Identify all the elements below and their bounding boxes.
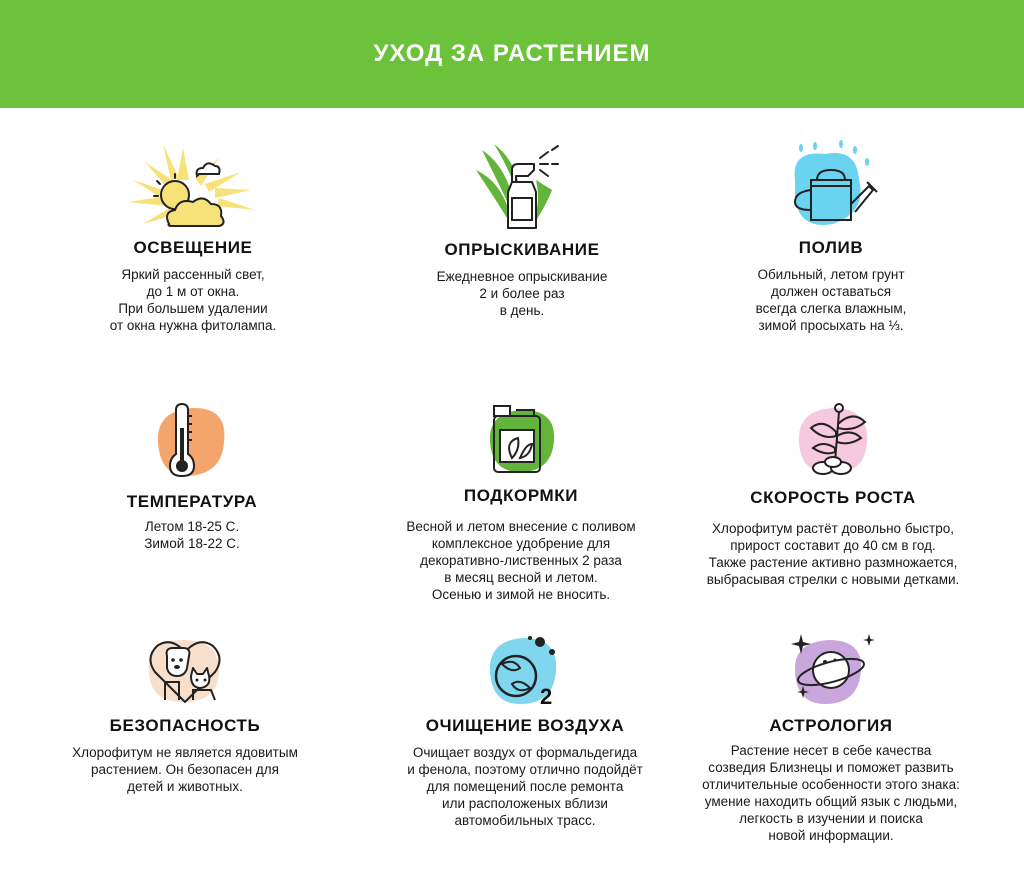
card-title: АСТРОЛОГИЯ [769, 716, 893, 735]
card-title: ТЕМПЕРАТУРА [126, 492, 258, 511]
care-card-lighting [33, 140, 353, 334]
fertilizer-canister-icon [476, 402, 566, 476]
card-text: Очищает воздух от формальдегида и фенола, поэтому отлично подойдёт для помещений после ремонта или расположеных вблизи автомобильных трасс. [407, 745, 643, 828]
card-text: Яркий рассенный свет, до 1 м от окна. При большем удалении от окна нужна фитолампа. [109, 267, 277, 333]
card-text: Весной и летом внесение с поливом комплексное удобрение для декоративно-лиственных 2 раза в месяц весной и летом. Осенью и зимой не вносить. [406, 519, 636, 602]
card-title: ПОЛИВ [798, 238, 864, 257]
care-card-feeding [361, 402, 681, 603]
card-title: ОЧИЩЕНИЕ ВОЗДУХА [425, 716, 625, 735]
card-text: Растение несет в себе качества созведия Близнецы и поможет развить отличительные особенности этого знака: умение находить общий язык с людьми, легкость в изучении и поиска новой информации. [702, 743, 960, 843]
card-text: Обильный, летом грунт должен оставаться всегда слегка влажным, зимой просыхать на ⅓. [755, 267, 907, 333]
card-title: ПОДКОРМКИ [463, 486, 579, 505]
watering-can-icon [781, 140, 881, 232]
card-title: ОСВЕЩЕНИЕ [133, 238, 253, 257]
card-text: Хлорофитум не является ядовитым растением. Он безопасен для детей и животных. [72, 745, 298, 794]
card-title: СКОРОСТЬ РОСТА [750, 488, 916, 507]
sun-cloud-icon [123, 140, 263, 232]
page-header [0, 0, 1024, 108]
page-title: УХОД ЗА РАСТЕНИЕМ [373, 40, 651, 67]
card-text: Хлорофитум растёт довольно быстро, прирост составит до 40 см в год. Также растение активно размножается, выбрасывая стрелки с новыми детками. [706, 521, 960, 587]
care-card-astrology [671, 630, 991, 844]
air-o2-icon [480, 634, 570, 706]
card-text: Летом 18-25 С. Зимой 18-22 С. [144, 519, 240, 551]
o2-subscript-label: 2 [540, 684, 553, 706]
card-title: БЕЗОПАСНОСТЬ [109, 716, 261, 735]
card-title: ОПРЫСКИВАНИЕ [444, 240, 600, 259]
care-card-watering [671, 140, 991, 334]
sprout-icon [783, 402, 883, 476]
care-card-spraying [362, 140, 682, 319]
spray-bottle-icon [472, 140, 572, 232]
card-text: Ежедневное опрыскивание 2 и более раз в день. [436, 269, 608, 318]
care-card-temperature [32, 402, 352, 552]
thermometer-icon [142, 402, 242, 482]
planet-icon [781, 630, 881, 706]
care-card-growth [673, 402, 993, 588]
care-card-air [365, 634, 685, 829]
care-card-safety [25, 634, 345, 795]
pets-heart-icon [135, 634, 235, 706]
